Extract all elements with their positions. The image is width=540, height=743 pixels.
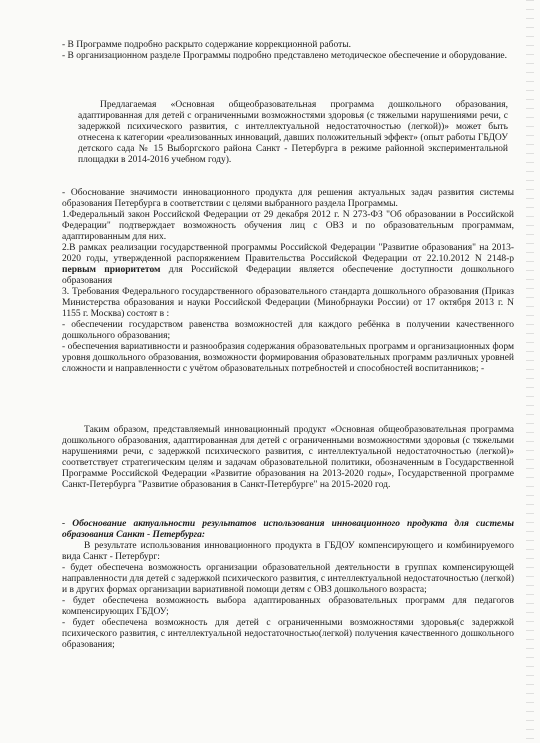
relevance-lead: В результате использования инновационного продукта в ГБДОУ компенсирующего и комбинируемого вида Санкт - Петербург: (62, 541, 514, 562)
rationale-heading: - Обоснование значимости инновационного продукта для решения актуальных задач развития системы образования Петербурга в соответствии с целями выбранного раздела Программы. (62, 188, 514, 209)
relevance-heading: - Обоснование актуальности результатов использования инновационного продукта для системы образования Санкт - Петербурга: (62, 519, 514, 540)
relevance-item: - будет обеспечена возможность организации образовательной деятельности в группах компенсирующей направленности для детей с задержкой психического развития, с интеллектуальной недостаточностью (легкой) и в других формах организации вариативной помощи детям с ОВЗ дошкольного возраста; (62, 563, 514, 595)
rationale-variability: - обеспечения вариативности и разнообразия содержания образовательных программ и организационных форм уровня дошкольного образования, возможности формирования образовательных программ различных уровней сложности и направленности с учётом образовательных потребностей и способностей воспитанников; - (62, 342, 514, 374)
summary-paragraph: Предлагаемая «Основная общеобразовательная программа дошкольного образования, адаптированная для детей с ограниченными возможностями здоровья (с тяжелыми нарушениями речи, с задержкой психического развития, с интеллектуальной недостаточностью (легкой))» может быть отнесена к категории «реализованных инноваций, давших положительный эффект» (опыт работы ГБДОУ детского сада № 15 Выборгского района Санкт - Петербурга в режиме районной экспериментальной площадки в 2014-2016 учебном году). (78, 100, 508, 165)
conclusion-paragraph: Таким образом, представляемый инновационный продукт «Основная общеобразовательная программа дошкольного образования, адаптированная для детей с ограниченными возможностями здоровья (с тяжелыми нарушениями речи, с задержкой психического развития, с интеллектуальной недостаточностью (легкой)» соответствует стратегическим целям и задачам образовательной политики, обозначенным в Государственной Программе Российской Федерации «Развитие образования на 2013-2020 годы», Государственной программе Санкт-Петербурга "Развитие образования в Санкт-Петербурге" на 2015-2020 год. (62, 425, 514, 490)
intro-item: - В организационном разделе Программы подробно представлено методическое обеспечение и оборудование. (62, 51, 508, 61)
rationale-law: 1.Федеральный закон Российской Федерации от 29 декабря 2012 г. N 273-ФЗ "Об образовании в Российской Федерации" подтверждает возможность обучения лиц с ОВЗ и по образовательным программам, адаптированным для них. (62, 210, 514, 242)
relevance-section (62, 519, 514, 651)
rationale-section (62, 188, 514, 375)
rationale-standard: 3. Требования Федерального государственного образовательного стандарта дошкольного образования (Приказ Министерства образования и науки Российской Федерации (Минобрнауки России) от 17 октября 2013 г. N 1155 г. Москва) состоят в : (62, 287, 514, 319)
relevance-item: - будет обеспечена возможность для детей с ограниченными возможностями здоровья(с задержкой психического развития, с интеллектуальной недостаточностью(легкой) получения качественного дошкольного образования; (62, 618, 514, 650)
intro-list (62, 40, 514, 62)
rationale-program: 2.В рамках реализации государственной программы Российской Федерации "Развитие образования" на 2013-2020 годы, утвержденной распоряжением Правительства Российской Федерации от 22.10.2012 N 2148-р первым приоритетом для Российской Федерации является обеспечение доступности дошкольного образования (62, 243, 514, 286)
rationale-equality: - обеспечении государством равенства возможностей для каждого ребёнка в получении качественного дошкольного образования; (62, 320, 514, 341)
conclusion-block (62, 425, 514, 491)
relevance-item: - будет обеспечена возможность выбора адаптированных образовательных программ для педагогов компенсирующих ГБДОУ; (62, 596, 514, 617)
priority-emphasis: первым приоритетом (62, 265, 161, 275)
summary-block (78, 100, 508, 166)
intro-item: - В Программе подробно раскрыто содержание коррекционной работы. (62, 40, 351, 50)
scan-edge-marks (526, 0, 534, 743)
